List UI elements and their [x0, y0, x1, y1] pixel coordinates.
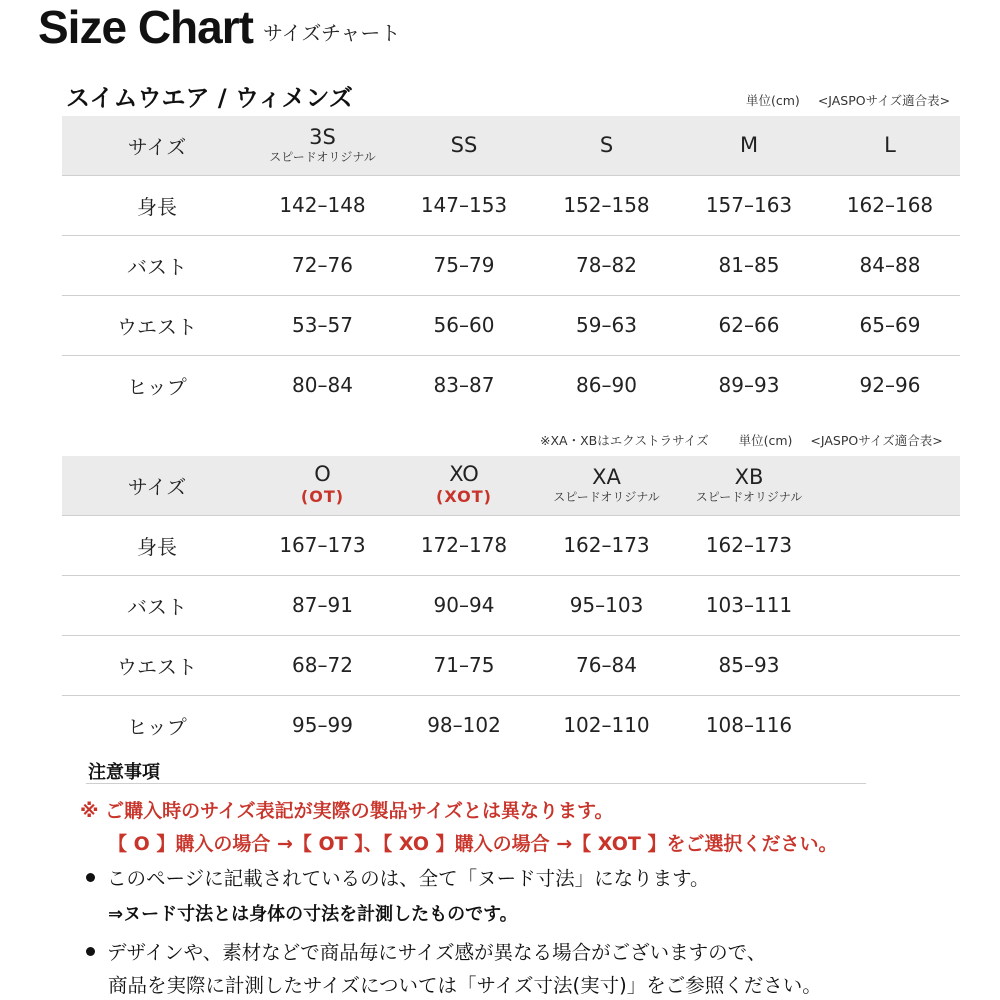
notes-divider	[86, 783, 866, 784]
table-row	[62, 355, 960, 415]
table-cell: 98–102	[427, 713, 501, 738]
table-cell: 68–72	[292, 653, 353, 677]
row-label: ヒップ	[127, 374, 187, 399]
table-row	[62, 515, 960, 575]
empty-cell	[820, 575, 960, 635]
note-bullet-2-sub: 商品を実際に計測したサイズについては「サイズ寸法(実寸)」をご参照ください。	[108, 974, 822, 997]
row-label: 身長	[137, 194, 177, 219]
notes-heading: 注意事項	[88, 762, 160, 783]
unit-note-1	[746, 91, 950, 109]
caution-line-1: ※ ご購入時のサイズ表記が実際の製品サイズとは異なります。	[80, 800, 614, 822]
table-cell: 78–82	[576, 253, 637, 277]
unit-label: 単位(cm)	[738, 433, 793, 448]
size-header-cell: O (OT)	[300, 462, 345, 507]
jaspo-label: <JASPOサイズ適合表>	[817, 93, 951, 108]
note-bullet-2	[86, 937, 766, 965]
unit-note-2	[540, 431, 943, 449]
row-label: 身長	[137, 534, 177, 559]
row-label: バスト	[127, 254, 187, 279]
caution-line-2: 【 O 】購入の場合 →【 OT 】、【 XO 】購入の場合 →【 XOT 】をご選択ください。	[108, 833, 838, 855]
table-cell: 59–63	[576, 313, 637, 337]
table-cell: 108–116	[705, 713, 793, 738]
bullet-icon	[86, 947, 95, 956]
table-row	[62, 695, 960, 755]
note-bullet-2-text: デザインや、素材などで商品毎にサイズ感が異なる場合がございますので、	[107, 941, 767, 964]
table-header-row	[62, 116, 960, 175]
note-bullet-1-text: このページに記載されているのは、全て「ヌード寸法」になります。	[107, 867, 710, 890]
table-row	[62, 635, 960, 695]
table-cell: 75–79	[433, 253, 495, 277]
table-row	[62, 175, 960, 235]
jaspo-label: <JASPOサイズ適合表>	[810, 433, 943, 448]
size-header-label: サイズ	[127, 134, 187, 159]
table-cell: 167–173	[279, 533, 366, 557]
page-title	[38, 0, 401, 53]
row-label: ウエスト	[117, 654, 197, 679]
table-cell: 103–111	[705, 593, 793, 617]
unit-label: 単位(cm)	[746, 93, 800, 108]
size-header-cell: XB スピードオリジナル	[695, 465, 803, 505]
table-cell: 62–66	[718, 313, 780, 337]
row-label: バスト	[127, 594, 187, 619]
size-table-1	[62, 116, 960, 415]
table-cell: 95–99	[292, 713, 353, 738]
extra-size-note: ※XA・XBはエクストラサイズ	[540, 433, 709, 448]
table-row	[62, 295, 960, 355]
table-cell: 162–173	[705, 533, 793, 557]
row-label: ウエスト	[117, 314, 197, 339]
table-cell: 87–91	[292, 593, 353, 617]
title-main: Size Chart	[38, 1, 253, 53]
table-cell: 95–103	[569, 593, 644, 617]
empty-cell	[820, 515, 960, 575]
table-cell: 89–93	[718, 373, 780, 398]
table-cell: 92–96	[859, 373, 921, 398]
table-cell: 142–148	[279, 193, 366, 217]
table-row	[62, 575, 960, 635]
empty-cell	[820, 635, 960, 695]
table-cell: 172–178	[420, 533, 508, 557]
table-cell: 83–87	[433, 373, 495, 398]
size-header-cell: XA スピードオリジナル	[553, 465, 660, 505]
table-cell: 102–110	[563, 713, 650, 738]
table-header-row	[62, 456, 960, 515]
table-cell: 162–173	[563, 533, 650, 557]
row-label: ヒップ	[127, 714, 187, 739]
size-header-cell: M	[739, 133, 759, 158]
table-cell: 71–75	[433, 653, 495, 677]
section-heading: スイムウエア / ウィメンズ	[66, 84, 353, 112]
table-cell: 65–69	[859, 313, 921, 337]
bullet-icon	[86, 873, 95, 882]
table-cell: 162–168	[846, 193, 934, 217]
table-cell: 152–158	[563, 193, 650, 217]
table-cell: 84–88	[859, 253, 921, 277]
size-header-cell: S	[599, 133, 614, 158]
size-header-label: サイズ	[127, 474, 187, 499]
table-cell: 56–60	[433, 313, 495, 337]
table-cell: 157–163	[705, 193, 793, 217]
size-header-cell: 3S スピードオリジナル	[269, 125, 376, 165]
size-table-2	[62, 456, 960, 755]
size-header-cell: XO (XOT)	[436, 462, 492, 507]
table-cell: 90–94	[433, 593, 495, 617]
table-cell: 76–84	[576, 653, 637, 677]
table-cell: 147–153	[420, 193, 508, 217]
table-cell: 80–84	[292, 373, 353, 398]
table-cell: 81–85	[718, 253, 780, 277]
note-bullet-1-sub: ⇒ヌード寸法とは身体の寸法を計測したものです。	[108, 904, 518, 925]
table-cell: 85–93	[718, 653, 780, 677]
table-cell: 53–57	[292, 313, 353, 337]
size-header-cell: L	[884, 133, 896, 158]
title-sub: サイズチャート	[262, 21, 401, 45]
note-bullet-1	[86, 863, 710, 891]
empty-cell	[820, 695, 960, 755]
table-row	[62, 235, 960, 295]
empty-header-cell	[820, 456, 960, 515]
size-header-cell: SS	[450, 133, 478, 158]
table-cell: 86–90	[576, 373, 637, 398]
table-cell: 72–76	[292, 253, 353, 277]
